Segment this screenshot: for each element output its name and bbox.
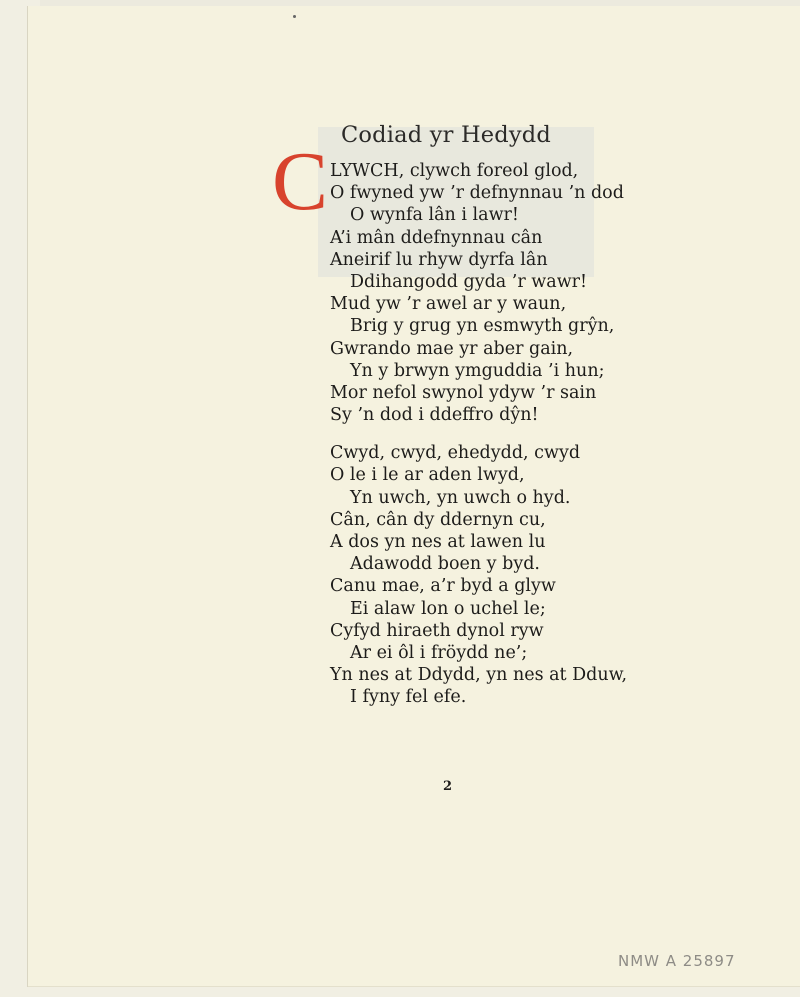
poem-line: A dos yn nes at lawen lu (330, 532, 546, 552)
poem-line: Yn y brwyn ymguddia ’i hun; (350, 360, 605, 381)
poem-line: Gwrando mae yr aber gain, (330, 338, 574, 359)
poem-line: Ei alaw lon o uchel le; (350, 598, 546, 619)
poem-line: O fwyned yw ’r defnynnau ’n dod (330, 183, 624, 204)
poem-line: Mud yw ’r awel ar y waun, (330, 294, 567, 315)
page-number: 2 (443, 779, 453, 794)
poem-line: Sy ’n dod i ddeffro dŷn! (330, 405, 539, 426)
poem-line: LYWCH, clywch foreol glod, (330, 161, 579, 181)
poem-line: Yn uwch, yn uwch o hyd. (350, 487, 571, 508)
poem-title: Codiad yr Hedydd (341, 122, 552, 148)
poem-body (330, 160, 627, 709)
poem-line: Cwyd, cwyd, ehedydd, cwyd (330, 443, 581, 464)
poem-line: Aneirif lu rhyw dyrfa lân (330, 249, 548, 270)
pin-mark (293, 15, 296, 18)
poem-line: O wynfa lân i lawr! (350, 205, 519, 226)
accession-mark: NMW A 25897 (618, 952, 736, 970)
poem-line: Ar ei ôl i fröydd ne’; (350, 642, 528, 663)
poem-line: Brig y grug yn esmwyth grŷn, (350, 316, 615, 337)
drop-cap: C (272, 135, 329, 228)
poem-line: Cân, cân dy ddernyn cu, (330, 509, 546, 530)
poem-line: Cyfyd hiraeth dynol ryw (330, 620, 544, 641)
poem-line: O le i le ar aden lwyd, (330, 465, 525, 486)
poem-line: Mor nefol swynol ydyw ’r sain (330, 382, 597, 403)
poem-line: Ddihangodd gyda ’r wawr! (350, 271, 588, 292)
stanza-2 (330, 442, 627, 708)
poem-line: I fyny fel efe. (350, 687, 467, 708)
poem-line: Canu mae, a’r byd a glyw (330, 576, 556, 597)
poem-line: Adawodd boen y byd. (350, 554, 540, 575)
poem-line: Yn nes at Ddydd, yn nes at Dduw, (330, 665, 628, 686)
stanza-1 (330, 160, 627, 426)
poem-line: A’i mân ddefnynnau cân (330, 227, 543, 248)
stanza-gap (330, 426, 627, 442)
